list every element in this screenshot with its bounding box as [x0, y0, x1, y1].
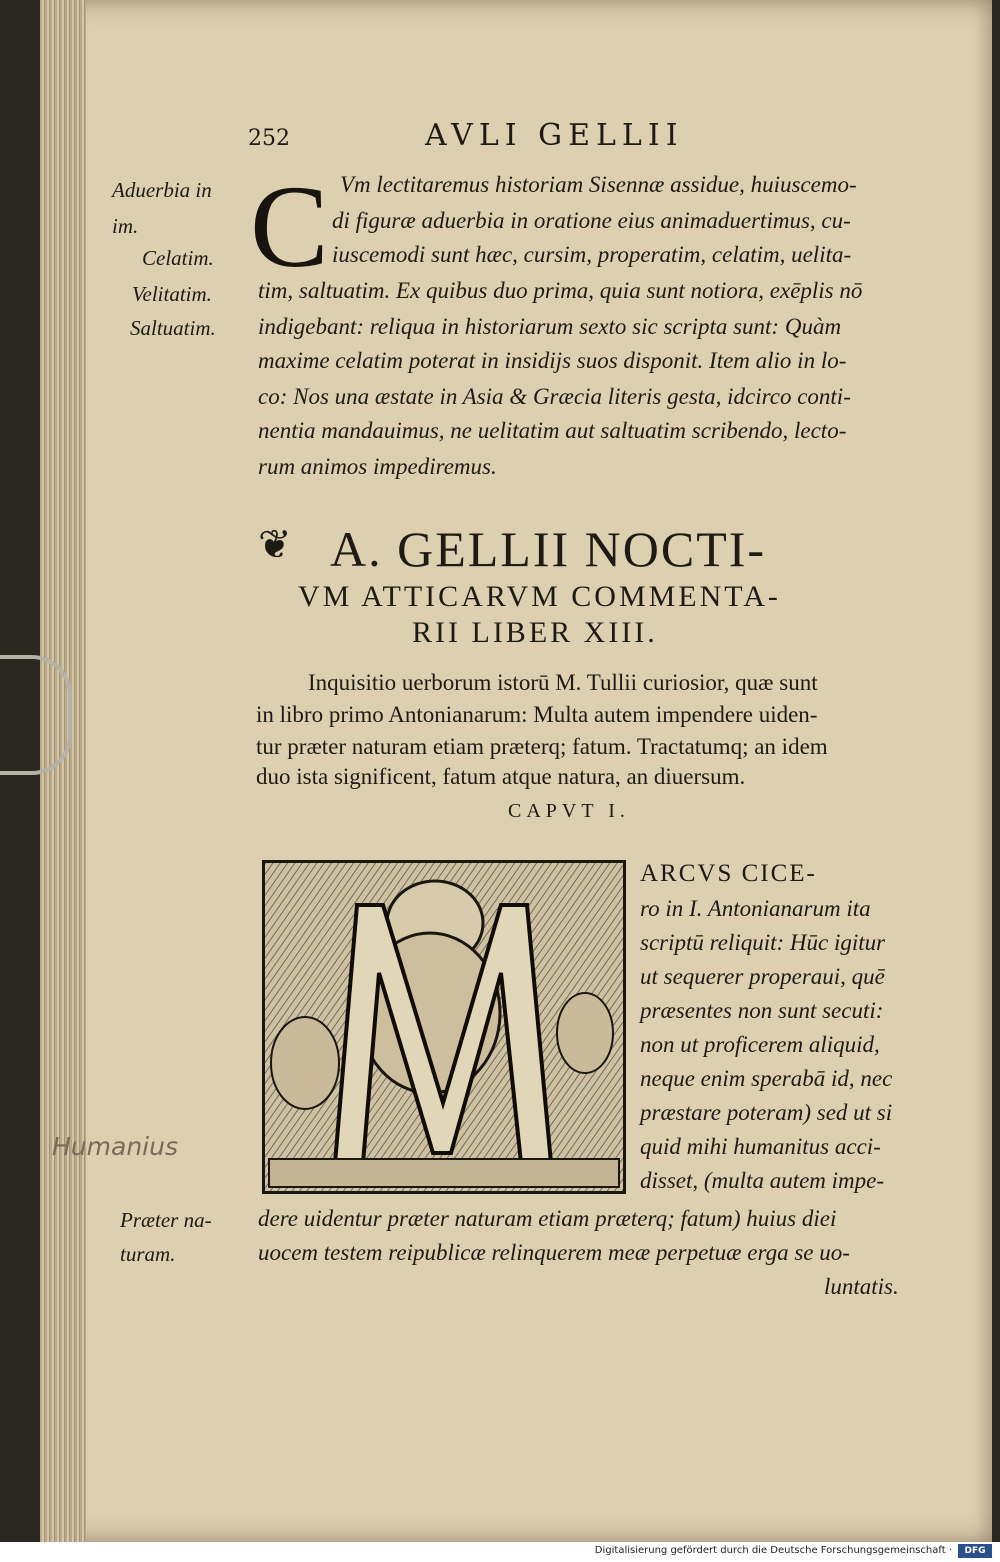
text-line: tim, saltuatim. Ex quibus duo prima, quia sunt notiora, exēplis nō — [258, 278, 863, 303]
woodcut-initial — [262, 860, 626, 1194]
book-title-line: A. GELLII NOCTI- — [330, 521, 767, 577]
text-line: præsentes non sunt secuti: — [640, 998, 884, 1023]
text-line: rum animos impediremus. — [258, 454, 497, 479]
margin-note: Velitatim. — [132, 282, 212, 306]
running-title: AVLI GELLII — [425, 118, 684, 153]
margin-note: Celatim. — [142, 246, 214, 270]
margin-note: Aduerbia in — [112, 178, 212, 202]
footer-credit: Digitalisierung gefördert durch die Deutsche Forschungsgemeinschaft · — [594, 1545, 952, 1556]
dfg-logo: DFG — [958, 1544, 992, 1558]
summary-line: in libro primo Antonianarum: Multa autem impendere uiden- — [256, 702, 818, 727]
text-line: neque enim sperabā id, nec — [640, 1066, 893, 1091]
text-line: maxime celatim poterat in insidijs suos disponit. Item alio in lo- — [258, 348, 847, 373]
summary-line: Inquisitio uerborum istorū M. Tullii curiosior, quæ sunt — [308, 670, 818, 695]
text-line: nentia mandauimus, ne uelitatim aut saltuatim scribendo, lecto- — [258, 418, 847, 443]
text-line: ut sequerer properaui, quē — [640, 964, 885, 989]
text-line: ro in I. Antonianarum ita — [640, 896, 871, 921]
text-line: luntatis. — [824, 1274, 899, 1299]
summary-line: duo ista significent, fatum atque natura, an diuersum. — [256, 764, 746, 789]
page-number: 252 — [248, 126, 290, 151]
text-line: indigebant: reliqua in historiarum sexto sic scripta sunt: Quàm — [258, 314, 842, 339]
text-line: di figuræ aduerbia in oratione eius animaduertimus, cu- — [332, 208, 851, 233]
paper-clip — [0, 655, 72, 775]
margin-note: Præter na- — [120, 1208, 212, 1232]
text-line: præstare poteram) sed ut si — [640, 1100, 893, 1125]
text-line: iuscemodi sunt hæc, cursim, properatim, celatim, uelita- — [332, 242, 852, 267]
text-line: uocem testem reipublicæ relinquerem meæ perpetuæ erga se uo- — [258, 1240, 850, 1265]
woodcut-illustration — [265, 863, 623, 1191]
summary-line: tur præter naturam etiam præterq; fatum. Tractatumq; an idem — [256, 734, 828, 759]
text-line: dere uidentur præter naturam etiam præterq; fatum) huius diei — [258, 1206, 837, 1231]
text-line: scriptū reliquit: Hūc igitur — [640, 930, 886, 955]
book-title-line: RII LIBER XIII. — [412, 616, 658, 649]
text-line: ARCVS CICE- — [640, 860, 817, 887]
text-line: co: Nos una æstate in Asia & Græcia literis gesta, idcirco conti- — [258, 384, 851, 409]
drop-cap: C — [250, 161, 329, 292]
margin-note: im. — [112, 214, 139, 238]
text-line: disset, (multa autem impe- — [640, 1168, 885, 1193]
text-line: Vm lectitaremus historiam Sisennæ assidue, huiuscemo- — [340, 172, 857, 197]
margin-note: turam. — [120, 1242, 176, 1266]
text-line: quid mihi humanitus acci- — [640, 1134, 881, 1159]
running-head — [248, 118, 684, 153]
margin-note: Saltuatim. — [130, 316, 216, 340]
fleuron-ornament: ❦ — [258, 522, 292, 568]
book-title-line: VM ATTICARVM COMMENTA- — [298, 580, 781, 613]
chapter-heading: CAPVT I. — [508, 800, 630, 822]
text-line: non ut proficerem aliquid, — [640, 1032, 880, 1057]
handwritten-annotation: Humanius — [52, 1132, 178, 1161]
